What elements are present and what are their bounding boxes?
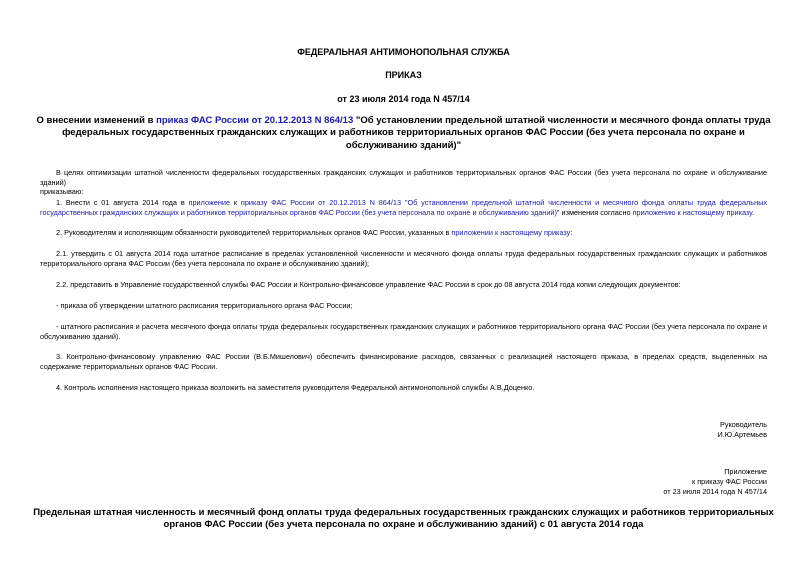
order-864-link[interactable]: приказу ФАС России от 20.12.2013 N 864/13 "Об установлении предельной штатной численности и месячного фонда оплаты труда федеральных государственных гражданских служащих и работников территориальных органов ФАС России (без учета персонала по охране и обслуживанию зданий)" [40,198,767,218]
order-title: О внесении изменений в приказ ФАС России от 20.12.2013 N 864/13 "Об установлении предельной штатной численности и месячного фонда оплаты труда федеральных государственных гражданских служащих и работников территориальных органов ФАС России (без учета персонала по охране и обслуживанию зданий)" [36,115,771,151]
bullet-1: - приказа об утверждении штатного расписания территориального органа ФАС России; [56,301,353,310]
annex-list-link[interactable]: приложении к настоящему приказу [451,228,571,237]
annex-to-order-link[interactable]: приложению к настоящему приказу [632,208,753,218]
signature-name: И.Ю.Артемьев [717,430,767,439]
orders-word: приказываю: [40,187,84,196]
document-type: ПРИКАЗ [385,70,422,80]
agency-name: ФЕДЕРАЛЬНАЯ АНТИМОНОПОЛЬНАЯ СЛУЖБА [297,47,510,57]
intro-paragraph: В целях оптимизации штатной численности федеральных государственных гражданских служащих и работников территориальных органов ФАС России (без учета персонала по охране и обслуживание зданий) [40,168,767,188]
annex-reference: к приказу ФАС России [691,477,767,486]
signature-role: Руководитель [719,420,767,429]
annex-label: Приложение [724,467,767,476]
paragraph-1: 1. Внести с 01 августа 2014 года в приложение к приказу ФАС России от 20.12.2013 N 864/13 "Об установлении предельной штатной численности и месячного фонда оплаты труда федеральных государственных гражданских служащих и работников территориальных органов ФАС России (без учета персонала по охране и обслуживанию зданий)" изменения согласно приложению к настоящему приказу. [40,198,767,218]
title-order-link[interactable]: приказ ФАС России от 20.12.2013 N 864/13 [156,115,354,126]
paragraph-3: 3. Контрольно-финансовому управлению ФАС России (В.Б.Мишелович) обеспечить финансирование расходов, связанных с реализацией настоящего приказа, в пределах средств, выделенных на содержание территориальных органов ФАС России. [40,352,767,372]
annex-link[interactable]: приложение [188,198,231,207]
order-date: от 23 июля 2014 года N 457/14 [337,94,470,104]
paragraph-2-2: 2.2. представить в Управление государственной службы ФАС России и Контрольно-финансовое управление ФАС России в срок до 08 августа 2014 года копии следующих документов: [56,280,681,289]
bullet-2: - штатного расписания и расчета месячного фонда оплаты труда федеральных государственных гражданских служащих и работников территориального органа ФАС России (без учета персонала по охране и обслуживанию зданий). [40,322,767,342]
annex-date: от 23 июля 2014 года N 457/14 [663,487,767,496]
annex-title: Предельная штатная численность и месячный фонд оплаты труда федеральных государственных гражданских служащих и работников территориальных органов ФАС России (без учета персонала по охране и обслуживанию зданий) с 01 августа 2014 года [33,507,774,531]
paragraph-4: 4. Контроль исполнения настоящего приказа возложить на заместителя руководителя Федеральной антимонопольной службы А.В.Доценко. [56,383,535,392]
paragraph-2-1: 2.1. утвердить с 01 августа 2014 года штатное расписание в пределах установленной численности и месячного фонда оплаты труда федеральных государственных гражданских служащих и работников территориального органа ФАС России (без учета персонала по охране и обслуживанию зданий); [40,249,767,269]
paragraph-2: 2. Руководителям и исполняющим обязанности руководителей территориальных органов ФАС России, указанных в приложении к настоящему приказу: [56,228,573,237]
